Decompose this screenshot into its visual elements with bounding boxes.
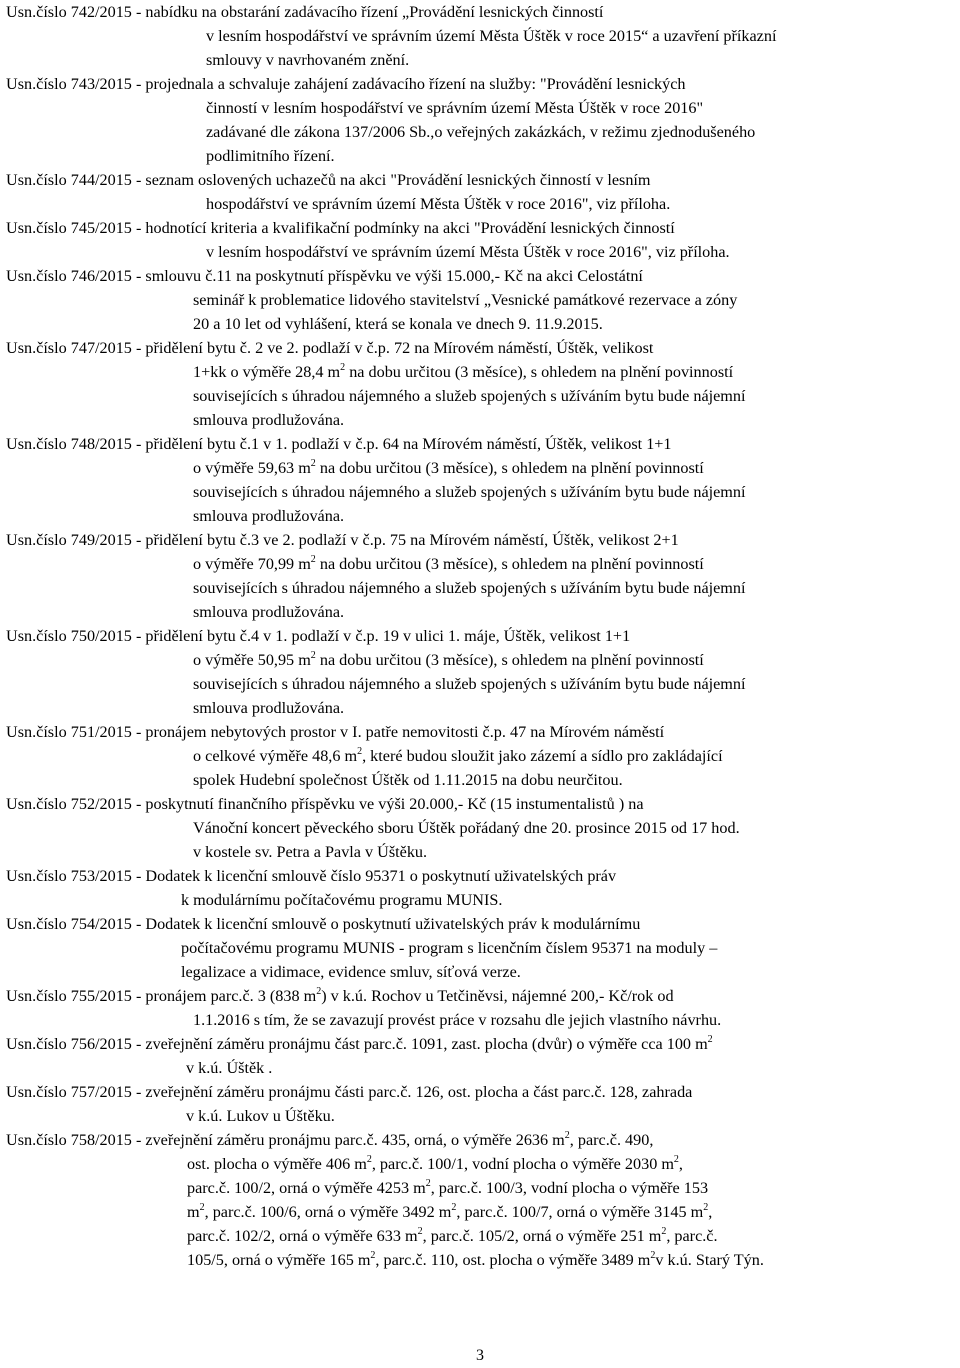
resolution-745 [6,216,956,264]
resolution-line: činností v lesním hospodářství ve správním území Města Úštěk v roce 2016" [206,99,704,117]
resolution-line: Usn.číslo 756/2015 - zveřejnění záměru pronájmu část parc.č. 1091, zast. plocha (dvůr) o výměře cca 100 $m^2$ [6,1034,713,1053]
resolution-line: Usn.číslo 751/2015 - pronájem nebytových prostor v I. patře nemovitosti č.p. 47 na Mírovém náměstí [6,723,665,741]
resolution-line: souvisejících s úhradou nájemného a služeb spojených s užíváním bytu bude nájemní [193,483,746,501]
page-number: 3 [476,1347,484,1364]
resolution-line: souvisejících s úhradou nájemného a služeb spojených s užíváním bytu bude nájemní [193,675,746,693]
resolution-748 [6,432,956,528]
resolution-line: Usn.číslo 758/2015 - zveřejnění záměru pronájmu parc.č. 435, orná, o výměře 2636 $m^2$, parc.č. 490, [6,1130,654,1149]
resolution-754 [6,912,956,984]
resolution-751 [6,720,956,792]
resolution-line: smlouva prodlužována. [193,603,345,621]
resolution-line: v k.ú. Úštěk . [186,1059,273,1077]
resolution-line: Usn.číslo 753/2015 - Dodatek k licenční smlouvě číslo 95371 o poskytnutí uživatelských práv [6,867,617,885]
resolution-line: podlimitního řízení. [206,147,335,165]
resolution-line: o celkové výměře 48,6 $m^2$, které budou sloužit jako zázemí a sídlo pro zakládající [193,746,723,765]
resolution-742 [6,0,956,72]
resolution-747 [6,336,956,432]
resolution-line: Usn.číslo 743/2015 - projednala a schvaluje zahájení zadávacího řízení na služby: "Provádění lesnických [6,75,686,93]
resolution-line: Usn.číslo 746/2015 - smlouvu č.11 na poskytnutí příspěvku ve výši 15.000,- Kč na akci Celostátní [6,267,643,285]
resolution-line: o výměře 50,95 $m^2$ na dobu určitou (3 měsíce), s ohledem na plnění povinností [193,650,704,669]
resolution-line: smlouva prodlužována. [193,411,345,429]
resolution-line: Usn.číslo 748/2015 - přidělení bytu č.1 v 1. podlaží v č.p. 64 na Mírovém náměstí, Úštěk, velikost 1+1 [6,435,672,453]
resolution-line: Usn.číslo 747/2015 - přidělení bytu č. 2 ve 2. podlaží v č.p. 72 na Mírovém náměstí, Úštěk, velikost [6,339,654,357]
resolution-743 [6,72,956,168]
resolution-line: Usn.číslo 749/2015 - přidělení bytu č.3 ve 2. podlaží v č.p. 75 na Mírovém náměstí, Úštěk, velikost 2+1 [6,531,679,549]
resolution-line: ost. plocha o výměře 406 $m^2$, parc.č. 100/1, vodní plocha o výměře 2030 $m^2$, [187,1154,683,1173]
resolution-line: o výměře 59,63 $m^2$ na dobu určitou (3 měsíce), s ohledem na plnění povinností [193,458,704,477]
resolution-line: 105/5, orná o výměře 165 $m^2$, parc.č. 110, ost. plocha o výměře 3489 $m^2v$ k.ú. Starý Týn. [187,1250,764,1269]
resolution-746 [6,264,956,336]
resolution-line: Usn.číslo 744/2015 - seznam oslovených uchazečů na akci "Provádění lesnických činností v lesním [6,171,651,189]
resolution-line: smlouva prodlužována. [193,699,345,717]
resolution-line: o výměře 70,99 $m^2$ na dobu určitou (3 měsíce), s ohledem na plnění povinností [193,554,704,573]
resolution-line: souvisejících s úhradou nájemného a služeb spojených s užíváním bytu bude nájemní [193,387,746,405]
resolution-line: Usn.číslo 742/2015 - nabídku na obstarání zadávacího řízení „Provádění lesnických činností [6,3,604,21]
resolution-line: Usn.číslo 752/2015 - poskytnutí finančního příspěvku ve výši 20.000,- Kč (15 instumentalistů ) na [6,795,644,813]
resolution-line: Usn.číslo 757/2015 - zveřejnění záměru pronájmu části parc.č. 126, ost. plocha a část parc.č. 128, zahrada [6,1083,693,1101]
resolution-line: smlouvy v navrhovaném znění. [206,51,410,69]
resolution-line: souvisejících s úhradou nájemného a služeb spojených s užíváním bytu bude nájemní [193,579,746,597]
resolution-line: Vánoční koncert pěveckého sboru Úštěk pořádaný dne 20. prosince 2015 od 17 hod. [193,819,740,837]
resolution-755 [6,984,956,1032]
resolution-758 [6,1128,956,1272]
resolution-757 [6,1080,956,1128]
resolution-line: legalizace a vidimace, evidence smluv, síťová verze. [181,963,521,981]
resolution-750 [6,624,956,720]
resolution-749 [6,528,956,624]
document-page [6,0,956,1272]
resolution-line: počítačovému programu MUNIS - program s licenčním číslem 95371 na moduly – [181,939,718,957]
resolution-line: $m^2$, parc.č. 100/6, orná o výměře 3492 $m^2$, parc.č. 100/7, orná o výměře 3145 $m^2$, [187,1202,713,1221]
resolution-line: Usn.číslo 754/2015 - Dodatek k licenční smlouvě o poskytnutí uživatelských práv k modulárnímu [6,915,641,933]
resolution-752 [6,792,956,864]
resolution-line: Usn.číslo 750/2015 - přidělení bytu č.4 v 1. podlaží v č.p. 19 v ulici 1. máje, Úštěk, velikost 1+1 [6,627,631,645]
resolution-line: 20 a 10 let od vyhlášení, která se konala ve dnech 9. 11.9.2015. [193,315,603,333]
resolution-line: seminář k problematice lidového stavitelství „Vesnické památkové rezervace a zóny [193,291,738,309]
resolution-line: smlouva prodlužována. [193,507,345,525]
resolution-line: parc.č. 102/2, orná o výměře 633 $m^2$, parc.č. 105/2, orná o výměře 251 $m^2$, parc.č. [187,1226,718,1245]
resolution-line: k modulárnímu počítačovému programu MUNIS. [181,891,503,909]
resolution-756 [6,1032,956,1080]
resolution-line: v k.ú. Lukov u Úštěku. [186,1107,335,1125]
resolution-line: 1+kk o výměře 28,4 $m^2$ na dobu určitou (3 měsíce), s ohledem na plnění povinností [193,362,734,381]
resolution-line: Usn.číslo 755/2015 - pronájem parc.č. 3 (838 $m^2$) v k.ú. Rochov u Tetčiněvsi, nájemné 200,- Kč/rok od [6,986,674,1005]
resolution-line: parc.č. 100/2, orná o výměře 4253 $m^2$, parc.č. 100/3, vodní plocha o výměře 153 [187,1178,709,1197]
resolution-line: Usn.číslo 745/2015 - hodnotící kriteria a kvalifikační podmínky na akci "Provádění lesnických činností [6,219,675,237]
resolution-line: zadávané dle zákona 137/2006 Sb.,o veřejných zakázkách, v režimu zjednodušeného [206,123,756,141]
resolution-line: 1.1.2016 s tím, že se zavazují provést práce v rozsahu dle jejich vlastního návrhu. [193,1011,722,1029]
resolution-753 [6,864,956,912]
resolution-line: v lesním hospodářství ve správním území Města Úštěk v roce 2016", viz příloha. [206,243,730,261]
resolution-line: v kostele sv. Petra a Pavla v Úštěku. [193,843,428,861]
resolution-line: hospodářství ve správním území Města Úštěk v roce 2016", viz příloha. [206,195,671,213]
resolution-line: v lesním hospodářství ve správním území Města Úštěk v roce 2015“ a uzavření příkazní [206,27,777,45]
resolution-744 [6,168,956,216]
resolution-line: spolek Hudební společnost Úštěk od 1.11.2015 na dobu neurčitou. [193,771,623,789]
